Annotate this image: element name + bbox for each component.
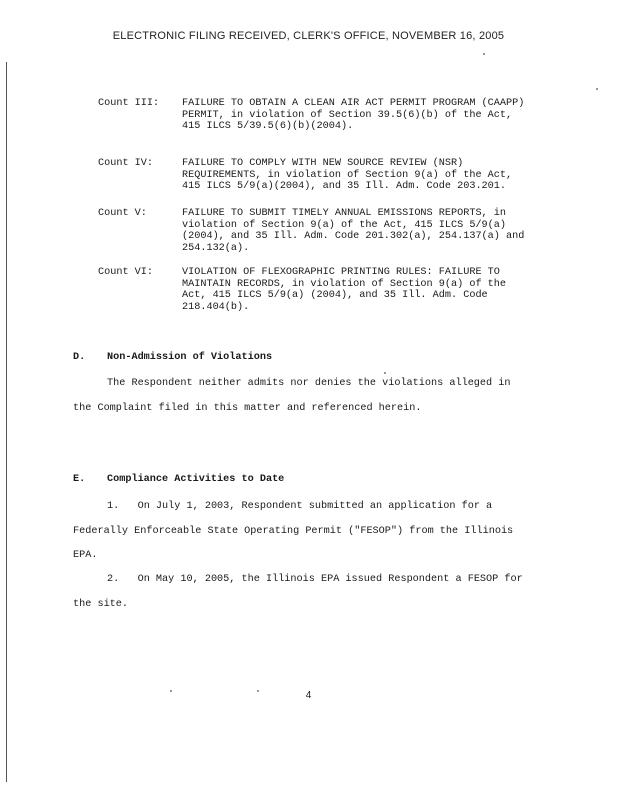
- count-label: Count III:: [98, 98, 160, 109]
- paragraph-number: 1.: [107, 501, 120, 512]
- paragraph-text: On July 1, 2003, Respondent submitted an application for a Federally Enforceable State Operating Permit ("FESOP") from the Illinois EPA.: [73, 501, 514, 561]
- scan-speck: [596, 88, 598, 90]
- count-label: Count IV:: [98, 158, 154, 169]
- count-item: [98, 98, 528, 148]
- section-letter: D.: [73, 352, 86, 363]
- section-d-heading: [73, 352, 272, 363]
- section-d-paragraph: [73, 372, 533, 421]
- scan-margin-line: [6, 62, 7, 782]
- section-title: Non-Admission of Violations: [107, 352, 273, 363]
- count-item: [98, 208, 528, 258]
- count-text: FAILURE TO COMPLY WITH NEW SOURCE REVIEW (NSR) REQUIREMENTS, in violation of Section 9(a) of the Act, 415 ILCS 5/9(a)(2004), and 35 Ill. Adm. Code 203.201.: [182, 158, 513, 193]
- count-text: FAILURE TO OBTAIN A CLEAN AIR ACT PERMIT PROGRAM (CAAPP) PERMIT, in violation of Section 39.5(6)(b) of the Act, 415 ILCS 5/39.5(6)(b)(2004).: [182, 98, 525, 133]
- numbered-paragraph: [73, 495, 533, 569]
- section-title: Compliance Activities to Date: [107, 474, 285, 485]
- count-label: Count V:: [98, 208, 147, 219]
- count-text: VIOLATION OF FLEXOGRAPHIC PRINTING RULES: FAILURE TO MAINTAIN RECORDS, in violation of Section 9(a) of the Act, 415 ILCS 5/9(a) (2004), and 35 Ill. Adm. Code 218.404(b).: [182, 267, 507, 313]
- paragraph-text: The Respondent neither admits nor denies the violations alleged in the Complaint filed in this matter and referenced herein.: [73, 378, 511, 414]
- paragraph-number: 2.: [107, 574, 120, 585]
- filing-stamp-header: ELECTRONIC FILING RECEIVED, CLERK'S OFFICE, NOVEMBER 16, 2005: [112, 30, 505, 42]
- count-item: [98, 158, 528, 206]
- count-text: FAILURE TO SUBMIT TIMELY ANNUAL EMISSIONS REPORTS, in violation of Section 9(a) of the Act, 415 ILCS 5/9(a) (2004), and 35 Ill. Adm. Code 201.302(a), 254.137(a) and 254.132(a).: [182, 208, 525, 254]
- section-e-heading: [73, 474, 284, 485]
- numbered-paragraph: [73, 568, 533, 617]
- count-item: [98, 267, 528, 317]
- scan-speck: [483, 53, 485, 55]
- section-letter: E.: [73, 474, 86, 485]
- page-number: 4: [305, 690, 312, 701]
- count-label: Count VI:: [98, 267, 154, 278]
- paragraph-text: On May 10, 2005, the Illinois EPA issued Respondent a FESOP for the site.: [73, 574, 523, 610]
